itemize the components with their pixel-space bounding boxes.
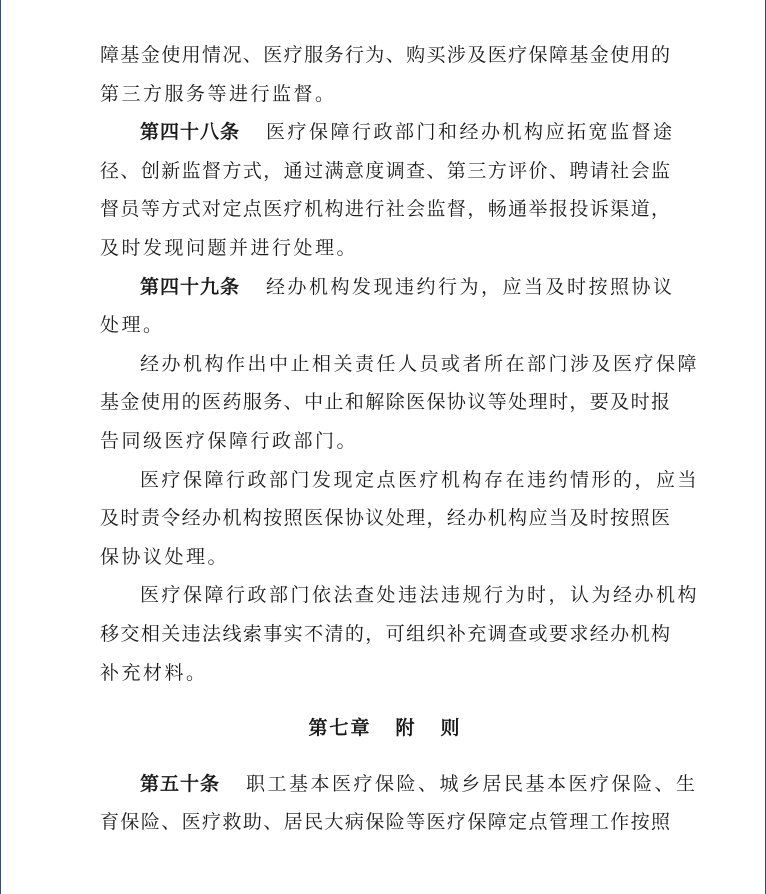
article-48	[100, 113, 675, 267]
text-line: 告同级医疗保障行政部门。	[100, 429, 359, 452]
text-run: 职工基本医疗保险、城乡居民基本医疗保险、生	[246, 772, 698, 795]
text-line	[100, 113, 675, 152]
paragraph	[100, 576, 700, 692]
article-number: 第四十九条	[140, 275, 241, 298]
text-line: 补充材料。	[100, 661, 208, 684]
article-49	[100, 268, 675, 345]
text-run: 经办机构发现违约行为，应当及时按照协议	[266, 275, 675, 298]
paragraph	[100, 345, 700, 461]
text-line: 处理。	[100, 314, 165, 337]
text-line	[100, 268, 675, 307]
article-50	[100, 765, 698, 842]
text-line: 径、创新监督方式，通过满意度调查、第三方评价、聘请社会监	[100, 159, 670, 182]
text-line: 及时责令经办机构按照医保协议处理，经办机构应当及时按照医	[100, 507, 670, 530]
chapter-heading	[100, 709, 670, 748]
text-line: 障基金使用情况、医疗服务行为、购买涉及医疗保障基金使用的	[100, 44, 670, 66]
text-line: 育保险、医疗救助、居民大病保险等医疗保障定点管理工作按照	[100, 811, 670, 834]
paragraph	[100, 36, 670, 113]
text-line: 移交相关违法线索事实不清的，可组织补充调查或要求经办机构	[100, 622, 670, 645]
document-body	[100, 36, 700, 842]
chapter-title-char: 附	[395, 717, 417, 740]
text-line: 及时发现问题并进行处理。	[100, 236, 359, 259]
text-line: 第三方服务等进行监督。	[100, 82, 337, 105]
text-line: 保协议处理。	[100, 545, 230, 568]
text-line: 经办机构作出中止相关责任人员或者所在部门涉及医疗保障	[140, 352, 700, 375]
chapter-title-char: 则	[440, 717, 462, 740]
paragraph	[100, 461, 700, 577]
article-number: 第五十条	[140, 772, 221, 795]
text-line: 督员等方式对定点医疗机构进行社会监督，畅通举报投诉渠道，	[100, 198, 670, 221]
text-run: 医疗保障行政部门和经办机构应拓宽监督途	[266, 121, 675, 144]
text-line: 医疗保障行政部门发现定点医疗机构存在违约情形的，应当	[140, 468, 700, 491]
article-number: 第四十八条	[140, 121, 241, 144]
text-line: 医疗保障行政部门依法查处违法违规行为时，认为经办机构	[140, 584, 700, 607]
text-line	[100, 765, 698, 804]
text-line: 基金使用的医药服务、中止和解除医保协议等处理时，要及时报	[100, 391, 670, 414]
chapter-number: 第七章	[308, 717, 372, 740]
